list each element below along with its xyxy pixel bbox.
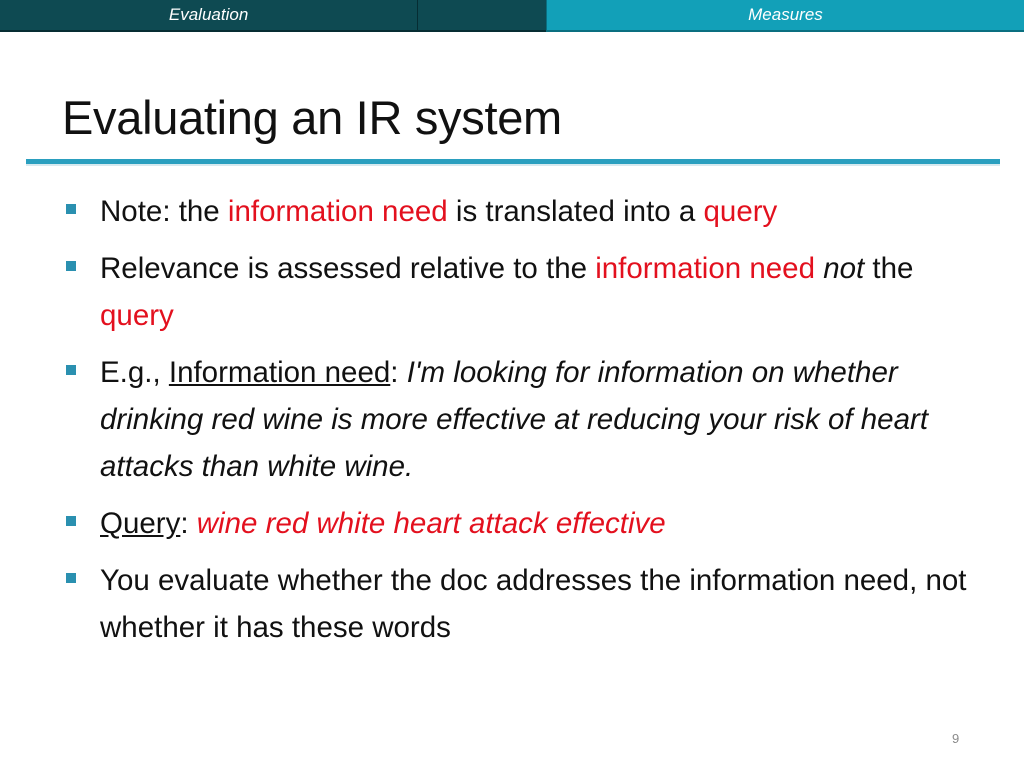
bullet-highlight: query — [100, 299, 174, 332]
slide-title: Evaluating an IR system — [62, 91, 562, 144]
bullet-item-note — [60, 188, 980, 235]
bullet-highlight: information need — [227, 195, 448, 228]
square-bullet-icon — [66, 204, 76, 214]
nav-tab-measures[interactable] — [546, 0, 1024, 32]
bullet-query-text: wine red white heart attack effective — [196, 507, 666, 540]
page-number: 9 — [952, 731, 960, 746]
nav-tab-evaluation-label: Evaluation — [168, 5, 249, 24]
bullet-underlined-term: Information need — [168, 356, 391, 389]
nav-tab-measures-label: Measures — [748, 5, 823, 24]
bullet-text: Note: the — [100, 195, 228, 228]
nav-tab-spacer — [417, 0, 546, 32]
bullet-text: : — [390, 356, 407, 389]
title-divider-shadow — [26, 164, 1000, 166]
bullet-text: You evaluate whether the doc addresses the information need, not whether it has these words — [100, 564, 967, 644]
bullet-item-relevance — [60, 245, 980, 339]
bullet-item-example — [60, 349, 980, 490]
square-bullet-icon — [66, 516, 76, 526]
square-bullet-icon — [66, 573, 76, 583]
bullet-text: is translated into a — [447, 195, 704, 228]
bullet-highlight: query — [703, 195, 778, 228]
bullet-highlight: information need — [595, 252, 815, 285]
nav-tab-evaluation[interactable] — [0, 0, 417, 32]
bullet-list — [60, 188, 980, 661]
bullet-text: the — [864, 252, 914, 285]
bullet-text: Relevance is assessed relative to the — [100, 252, 596, 285]
square-bullet-icon — [66, 261, 76, 271]
bullet-text: : — [180, 507, 197, 540]
bullet-example-text: I'm looking for information on whether drinking red wine is more effective at reducing your risk of heart attacks than white wine. — [100, 356, 929, 483]
section-navbar — [0, 0, 1024, 32]
bullet-text: E.g., — [100, 356, 169, 389]
square-bullet-icon — [66, 365, 76, 375]
bullet-item-evaluate — [60, 557, 980, 651]
bullet-item-query — [60, 500, 980, 547]
bullet-underlined-term: Query — [100, 507, 181, 540]
bullet-emphasis: not — [823, 252, 865, 285]
